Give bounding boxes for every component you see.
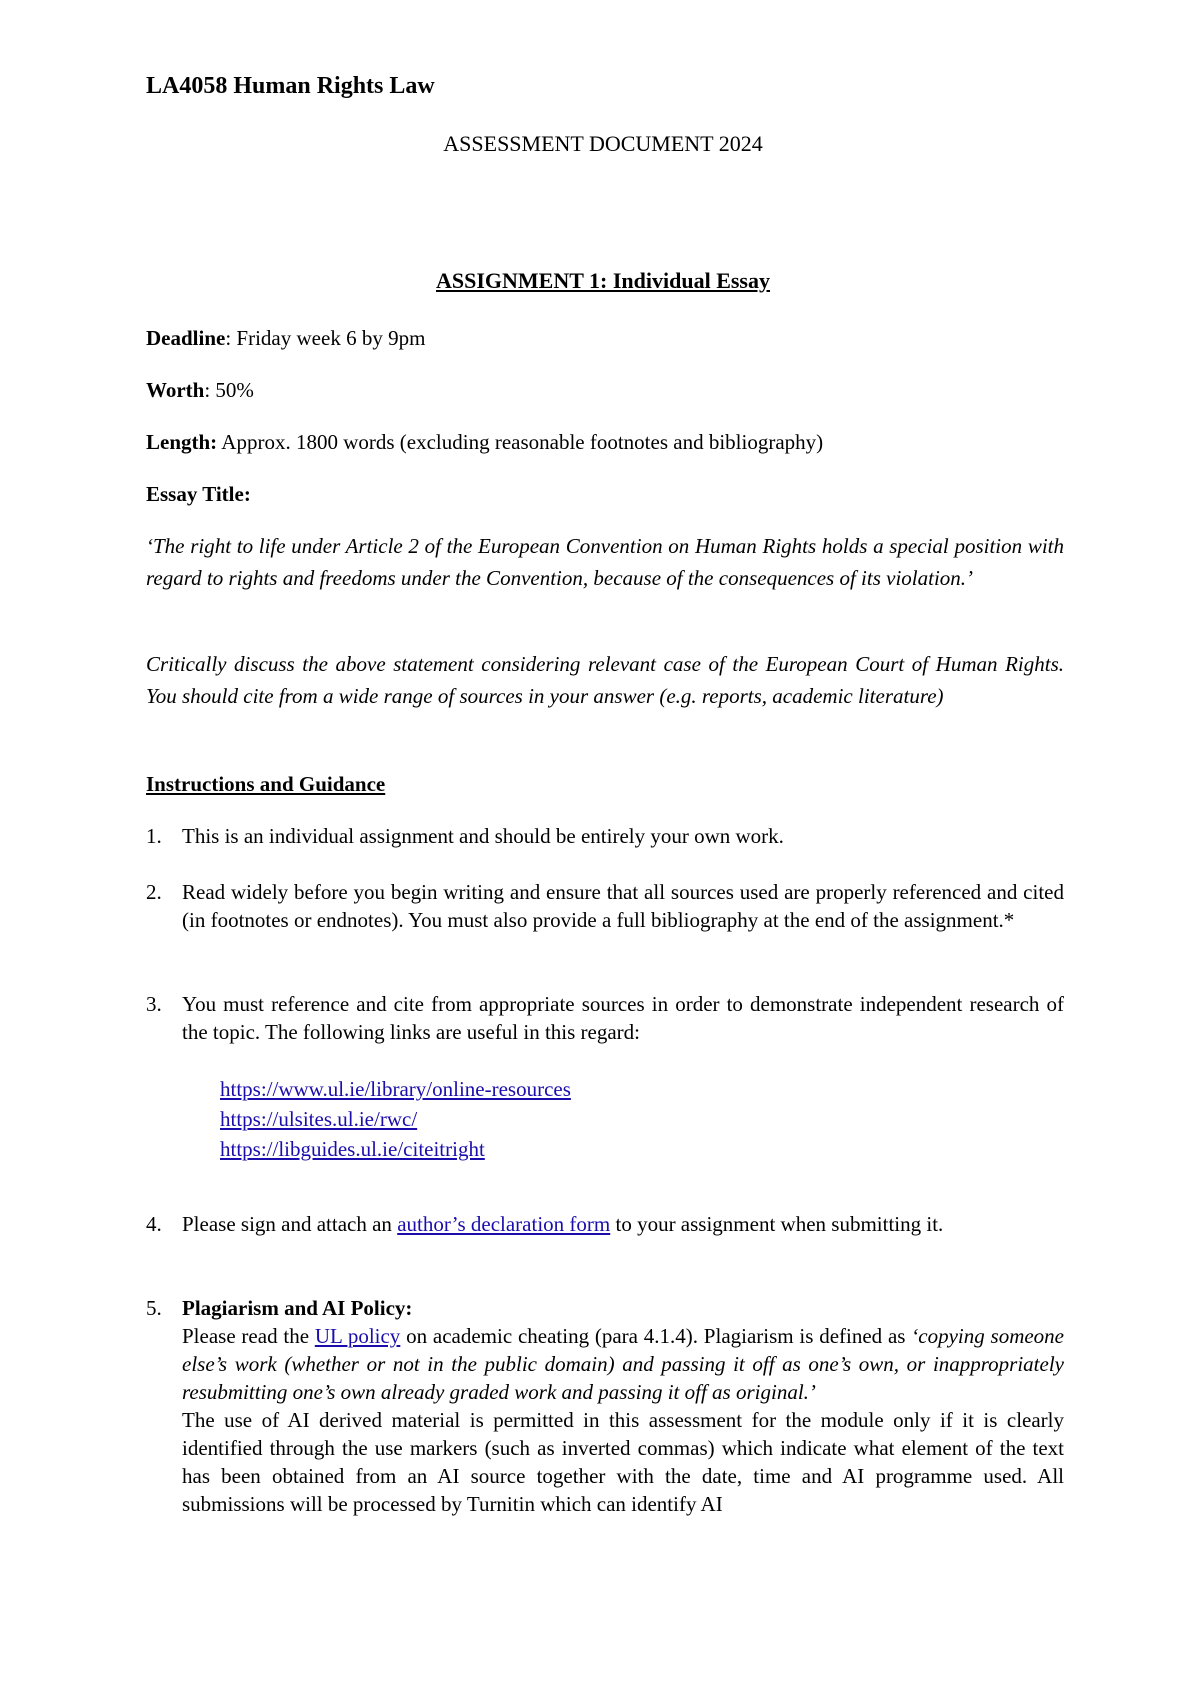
library-resources-link[interactable]: https://www.ul.ie/library/online-resources xyxy=(220,1077,571,1101)
ul-policy-link[interactable]: UL policy xyxy=(314,1324,401,1348)
assignment-title: ASSIGNMENT 1: Individual Essay xyxy=(436,268,770,293)
essay-task: Critically discuss the above statement considering relevant case of the European Court of Human Rights. You should cite from a wide range of sources in your answer (e.g. reports, academic literature) xyxy=(146,652,1064,708)
item-number: 3. xyxy=(146,992,162,1016)
plagiarism-definition: ‘copying someone else’s work (whether or not in the public domain) and passing it off as one’s own, or inappropriately resubmitting one’s own already graded work and passing it off as original.’ xyxy=(182,1324,1065,1404)
item-text-pre: Please sign and attach an xyxy=(182,1212,398,1236)
rwc-link[interactable]: https://ulsites.ul.ie/rwc/ xyxy=(220,1107,418,1131)
deadline-line xyxy=(146,324,1060,352)
worth-value: : 50% xyxy=(204,378,254,402)
essay-title-label: Essay Title: xyxy=(146,482,251,506)
item-number: 1. xyxy=(146,824,162,848)
deadline-label: Deadline xyxy=(146,326,226,350)
worth-line xyxy=(146,376,1060,404)
item-body xyxy=(182,1294,1064,1518)
deadline-value: : Friday week 6 by 9pm xyxy=(225,326,426,350)
item-text xyxy=(182,1210,1064,1238)
item-text-post: to your assignment when submitting it. xyxy=(610,1212,944,1236)
length-value: Approx. 1800 words (excluding reasonable footnotes and bibliography) xyxy=(217,430,824,454)
length-line xyxy=(146,428,1060,456)
plagiarism-text xyxy=(182,1322,1064,1406)
item-text: This is an individual assignment and should be entirely your own work. xyxy=(182,824,784,848)
worth-label: Worth xyxy=(146,378,205,402)
plagiarism-text-pre: Please read the xyxy=(182,1324,315,1348)
item-number: 4. xyxy=(146,1212,162,1236)
instructions-heading: Instructions and Guidance xyxy=(146,772,386,796)
item-number: 5. xyxy=(146,1296,162,1320)
essay-title-line xyxy=(146,480,1060,508)
citeitright-link[interactable]: https://libguides.ul.ie/citeitright xyxy=(220,1137,485,1161)
item-number: 2. xyxy=(146,880,162,904)
document-title: ASSESSMENT DOCUMENT 2024 xyxy=(443,131,763,156)
authors-declaration-link[interactable]: author’s declaration form xyxy=(397,1212,611,1236)
resource-links xyxy=(220,1074,571,1164)
item-text: Read widely before you begin writing and ensure that all sources used are properly referenced and cited (in footnotes or endnotes). You must also provide a full bibliography at the end of the assignment.* xyxy=(182,880,1064,932)
course-title: LA4058 Human Rights Law xyxy=(146,73,435,99)
item-text: You must reference and cite from appropriate sources in order to demonstrate independent research of the topic. The following links are useful in this regard: xyxy=(182,992,1064,1044)
plagiarism-heading: Plagiarism and AI Policy: xyxy=(182,1296,413,1320)
essay-quote: ‘The right to life under Article 2 of the European Convention on Human Rights holds a special position with regard to rights and freedoms under the Convention, because of the consequences of its violation.’ xyxy=(146,534,1064,590)
length-label: Length: xyxy=(146,430,218,454)
plagiarism-text-mid: on academic cheating (para 4.1.4). Plagiarism is defined as xyxy=(400,1324,906,1348)
ai-policy-text: The use of AI derived material is permitted in this assessment for the module only if it is clearly identified through the use markers (such as inverted commas) which indicate what element of the text has been obtained from an AI source together with the date, time and AI programme used. All submissions will be processed by Turnitin which can identify AI xyxy=(182,1408,1064,1516)
